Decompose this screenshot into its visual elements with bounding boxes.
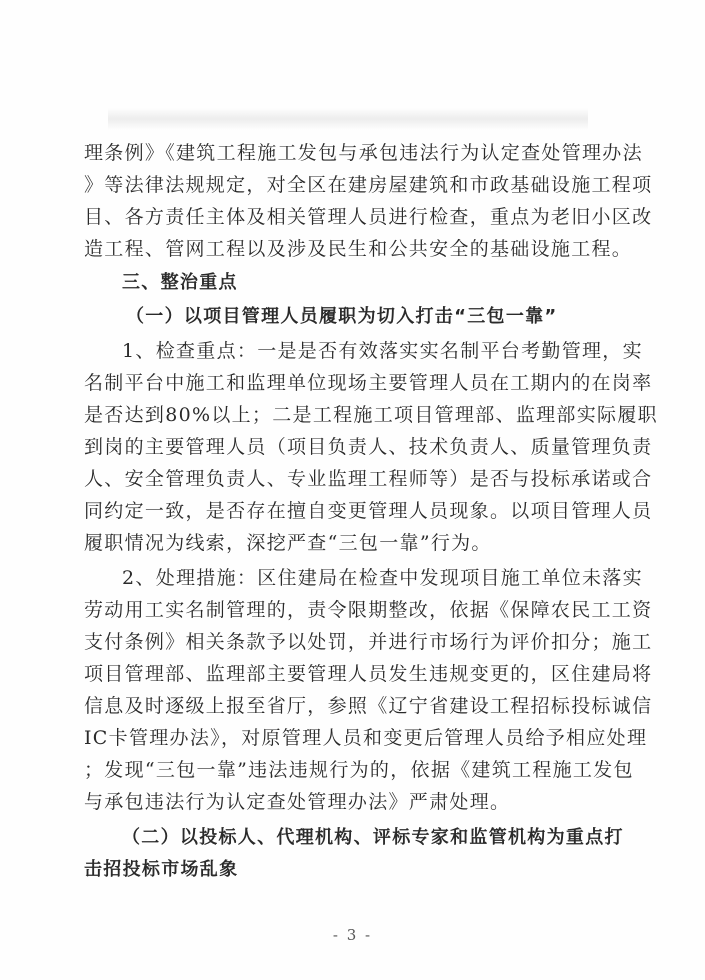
- body-line-16: 支付条例》相关条款予以处罚，并进行市场行为评价扣分；施工: [84, 631, 653, 653]
- body-line-7: 1、检查重点：一是是否有效落实实名制平台考勤管理，实: [122, 340, 643, 362]
- body-line-21: 与承包违法行为认定查处管理办法》严肃处理。: [84, 791, 511, 813]
- body-line-4: 造工程、管网工程以及涉及民生和公共安全的基础设施工程。: [84, 238, 633, 260]
- body-line-1: 理条例》《建筑工程施工发包与承包违法行为认定查处管理办法: [84, 142, 643, 164]
- body-line-3: 目、各方责任主体及相关管理人员进行检查，重点为老旧小区改: [84, 206, 653, 228]
- section-heading-3: 三、整治重点: [122, 272, 238, 293]
- subsection-heading-2-cont: 击招投标市场乱象: [84, 859, 239, 880]
- subsection-heading-1: （一）以项目管理人员履职为切入打击“三包一靠”: [126, 306, 558, 327]
- body-line-2: 》等法律法规规定，对全区在建房屋建筑和市政基础设施工程项: [84, 174, 653, 196]
- page-number: - 3 -: [332, 926, 373, 944]
- bleed-through-shadow: [108, 108, 588, 130]
- body-line-8: 名制平台中施工和监理单位现场主要管理人员在工期内的在岗率: [84, 372, 653, 394]
- body-line-20: ；发现“三包一靠”违法违规行为的，依据《建筑工程施工发包: [84, 759, 634, 781]
- body-line-17: 项目管理部、监理部主要管理人员发生违规变更的，区住建局将: [84, 663, 653, 685]
- body-line-15: 劳动用工实名制管理的，责令限期整改，依据《保障农民工工资: [84, 599, 653, 621]
- body-line-18: 信息及时逐级上报至省厅，参照《辽宁省建设工程招标投标诚信: [84, 695, 653, 717]
- body-line-12: 同约定一致，是否存在擅自变更管理人员现象。以项目管理人员: [84, 500, 653, 522]
- body-line-19: IC卡管理办法》，对原管理人员和变更后管理人员给予相应处理: [84, 727, 648, 749]
- body-line-9: 是否达到80%以上；二是工程施工项目管理部、监理部实际履职: [84, 404, 658, 426]
- body-line-10: 到岗的主要管理人员（项目负责人、技术负责人、质量管理负责: [84, 436, 653, 458]
- body-line-11: 人、安全管理负责人、专业监理工程师等）是否与投标承诺或合: [84, 468, 653, 490]
- body-line-13: 履职情况为线索，深挖严查“三包一靠”行为。: [84, 532, 492, 554]
- body-line-14: 2、处理措施：区住建局在检查中发现项目施工单位未落实: [122, 567, 643, 589]
- subsection-heading-2: （二）以投标人、代理机构、评标专家和监管机构为重点打: [122, 827, 624, 848]
